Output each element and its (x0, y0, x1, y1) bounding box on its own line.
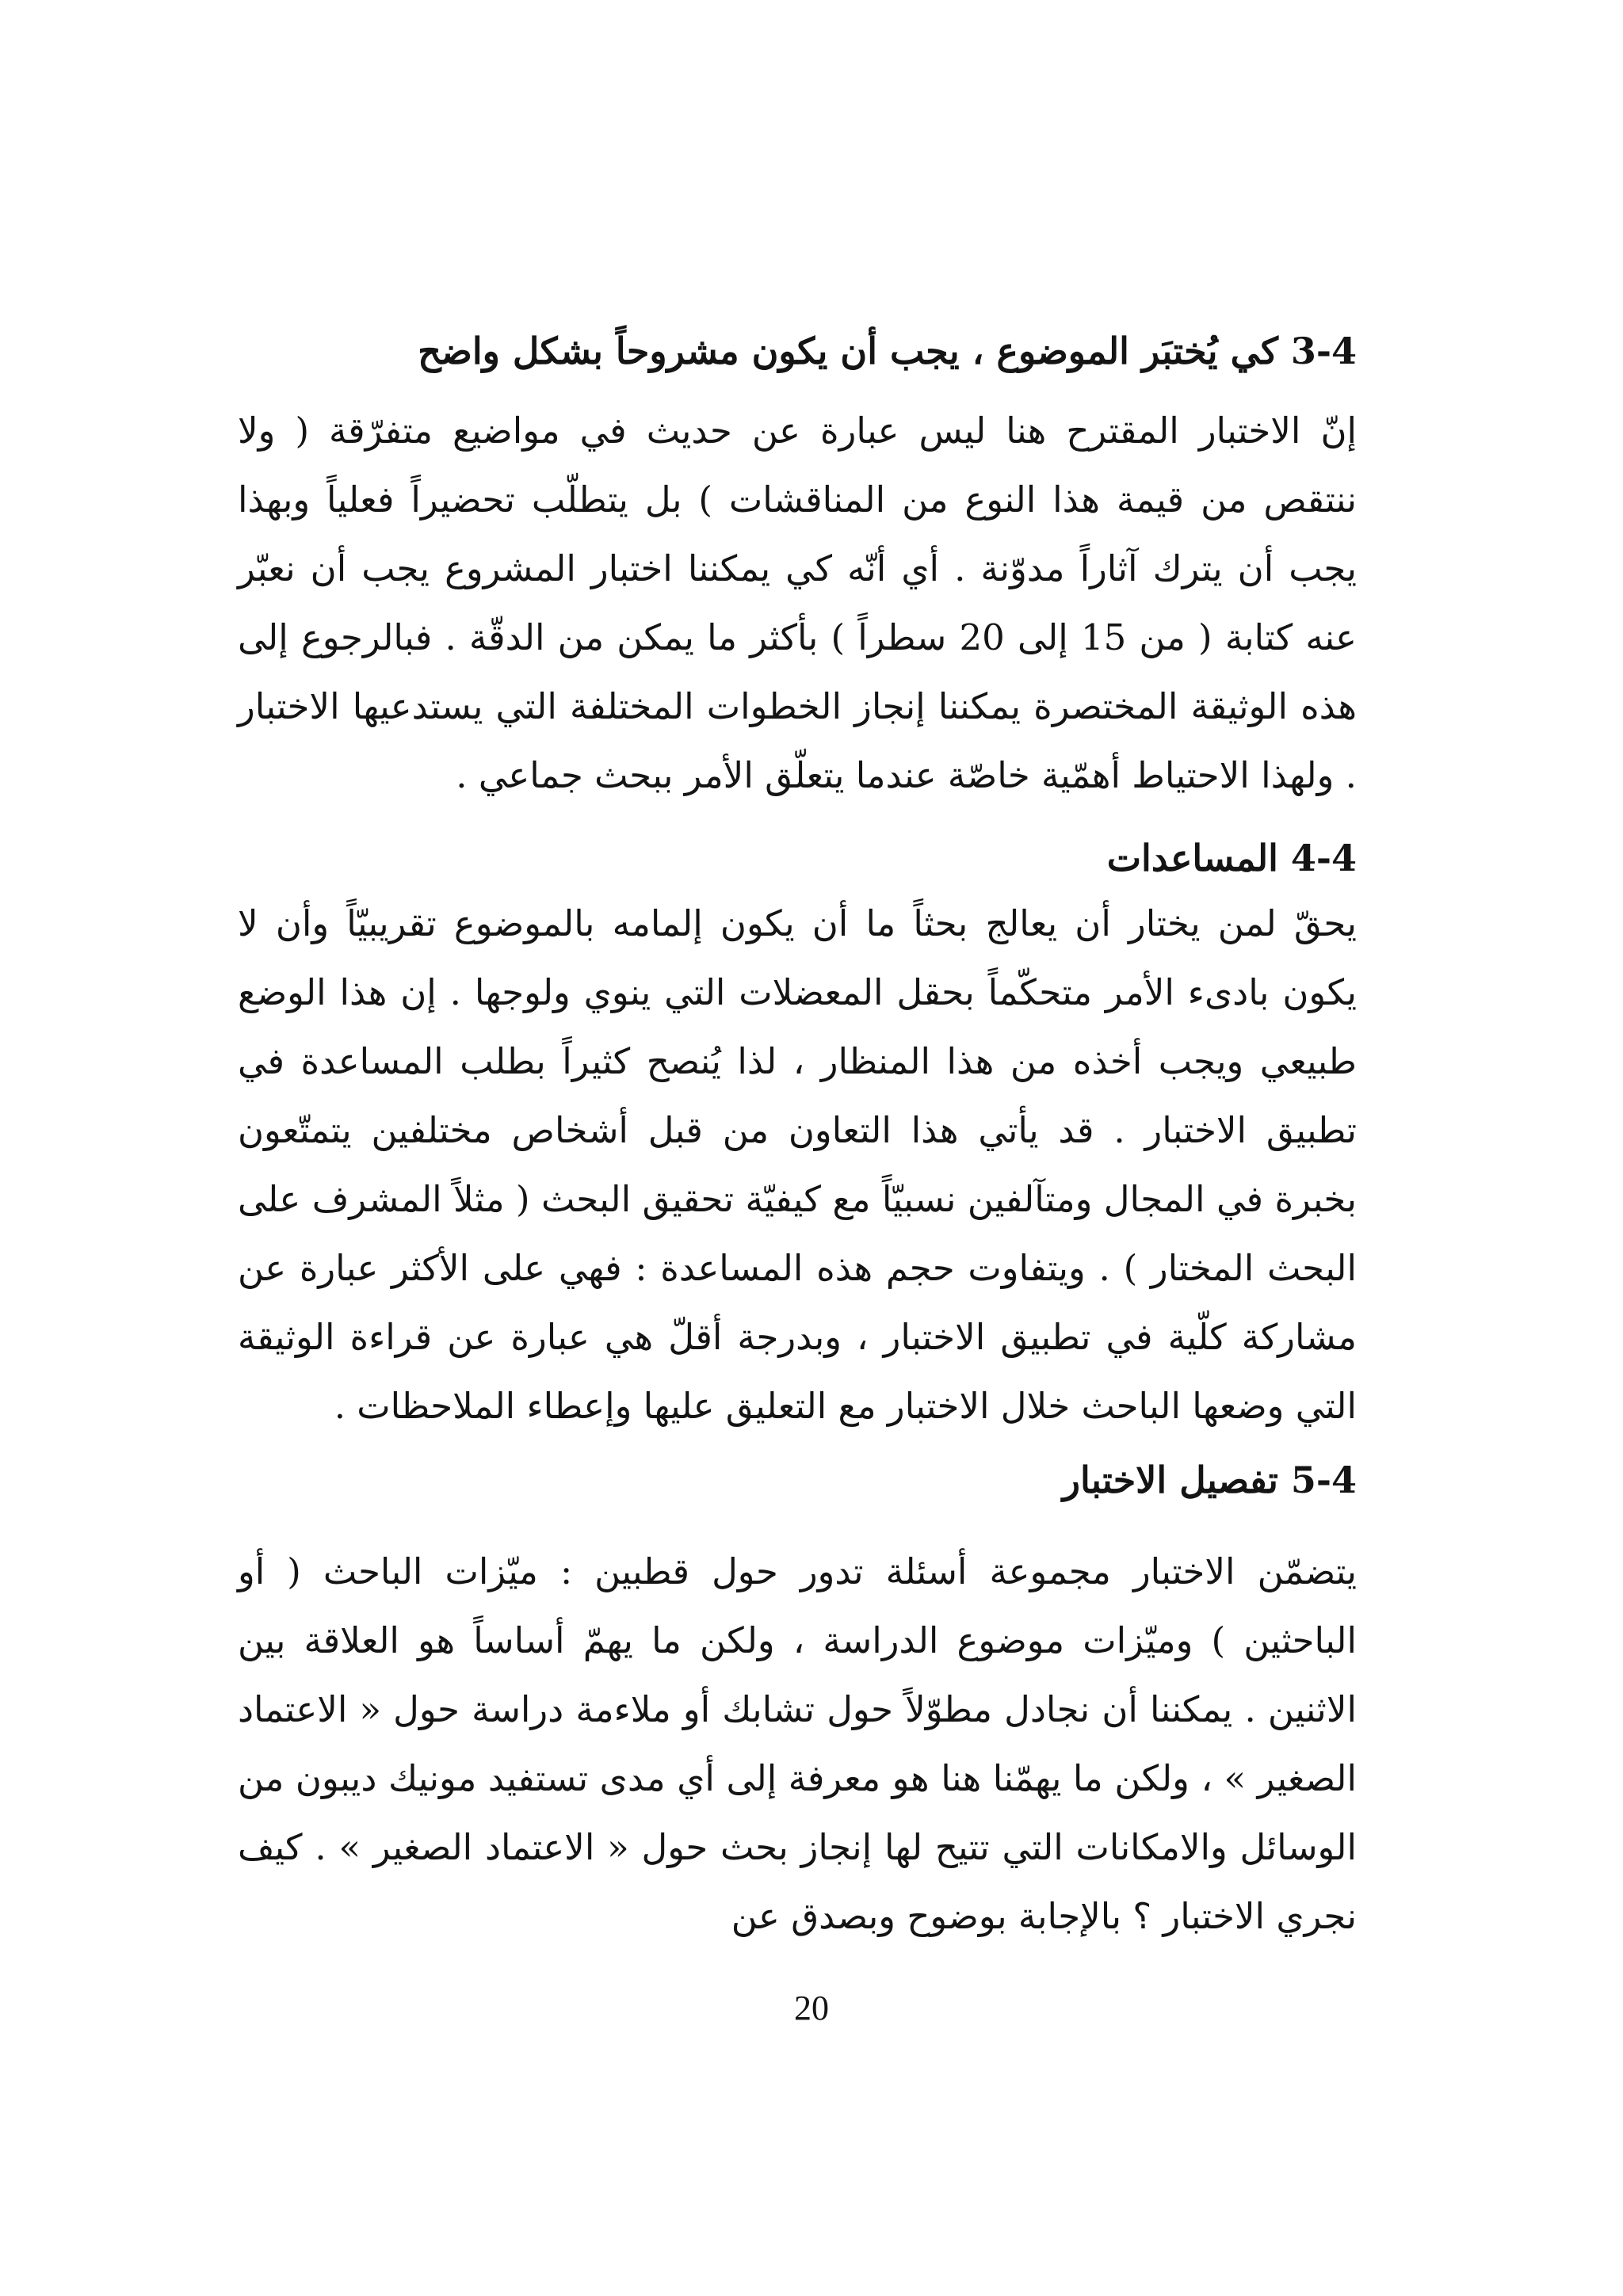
paragraph-3-4: إنّ الاختبار المقترح هنا ليس عبارة عن حديث في مواضيع متفرّقة ( ولا ننتقص من قيمة هذا النوع من المناقشات ) بل يتطلّب تحضيراً فعلياً وبهذا يجب أن يترك آثاراً مدوّنة . أي أنّه كي يمكننا اختبار المشروع يجب أن نعبّر عنه كتابة ( من 15 إلى 20 سطراً ) بأكثر ما يمكن من الدقّة . فبالرجوع إلى هذه الوثيقة المختصرة يمكننا إنجاز الخطوات المختلفة التي يستدعيها الاختبار . ولهذا الاحتياط أهمّية خاصّة عندما يتعلّق الأمر ببحث جماعي . (238, 410, 1357, 796)
paragraph-4-4: يحقّ لمن يختار أن يعالج بحثاً ما أن يكون إلمامه بالموضوع تقريبيّاً وأن لا يكون بادىء الأمر متحكّماً بحقل المعضلات التي ينوي ولوجها . إن هذا الوضع طبيعي ويجب أخذه من هذا المنظار ، لذا يُنصح كثيراً بطلب المساعدة في تطبيق الاختبار . قد يأتي هذا التعاون من قبل أشخاص مختلفين يتمتّعون بخبرة في المجال ومتآلفين نسبيّاً مع كيفيّة تحقيق البحث ( مثلاً المشرف على البحث المختار ) . ويتفاوت حجم هذه المساعدة : فهي على الأكثر عبارة عن مشاركة كلّية في تطبيق الاختبار ، وبدرجة أقلّ هي عبارة عن قراءة الوثيقة التي وضعها الباحث خلال الاختبار مع التعليق عليها وإعطاء الملاحظات . (238, 902, 1357, 1427)
section-heading-4-4: 4-4 المساعدات (1106, 837, 1357, 879)
section-heading-5-4: 5-4 تفصيل الاختبار (1062, 1459, 1357, 1501)
page-number: 20 (794, 1989, 829, 2027)
section-heading-3-4: 3-4 كي يُختبَر الموضوع ، يجب أن يكون مشروحاً بشكل واضح (418, 330, 1357, 372)
paragraph-5-4: يتضمّن الاختبار مجموعة أسئلة تدور حول قطبين : ميّزات الباحث ( أو الباحثين ) وميّزات موضوع الدراسة ، ولكن ما يهمّ أساساً هو العلاقة بين الاثنين . يمكننا أن نجادل مطوّلاً حول تشابك أو ملاءمة دراسة حول « الاعتماد الصغير » ، ولكن ما يهمّنا هنا هو معرفة إلى أي مدى تستفيد مونيك ديبون من الوسائل والامكانات التي تتيح لها إنجاز بحث حول « الاعتماد الصغير » . كيف نجري الاختبار ؟ بالإجابة بوضوح وبصدق عن (238, 1550, 1357, 1937)
